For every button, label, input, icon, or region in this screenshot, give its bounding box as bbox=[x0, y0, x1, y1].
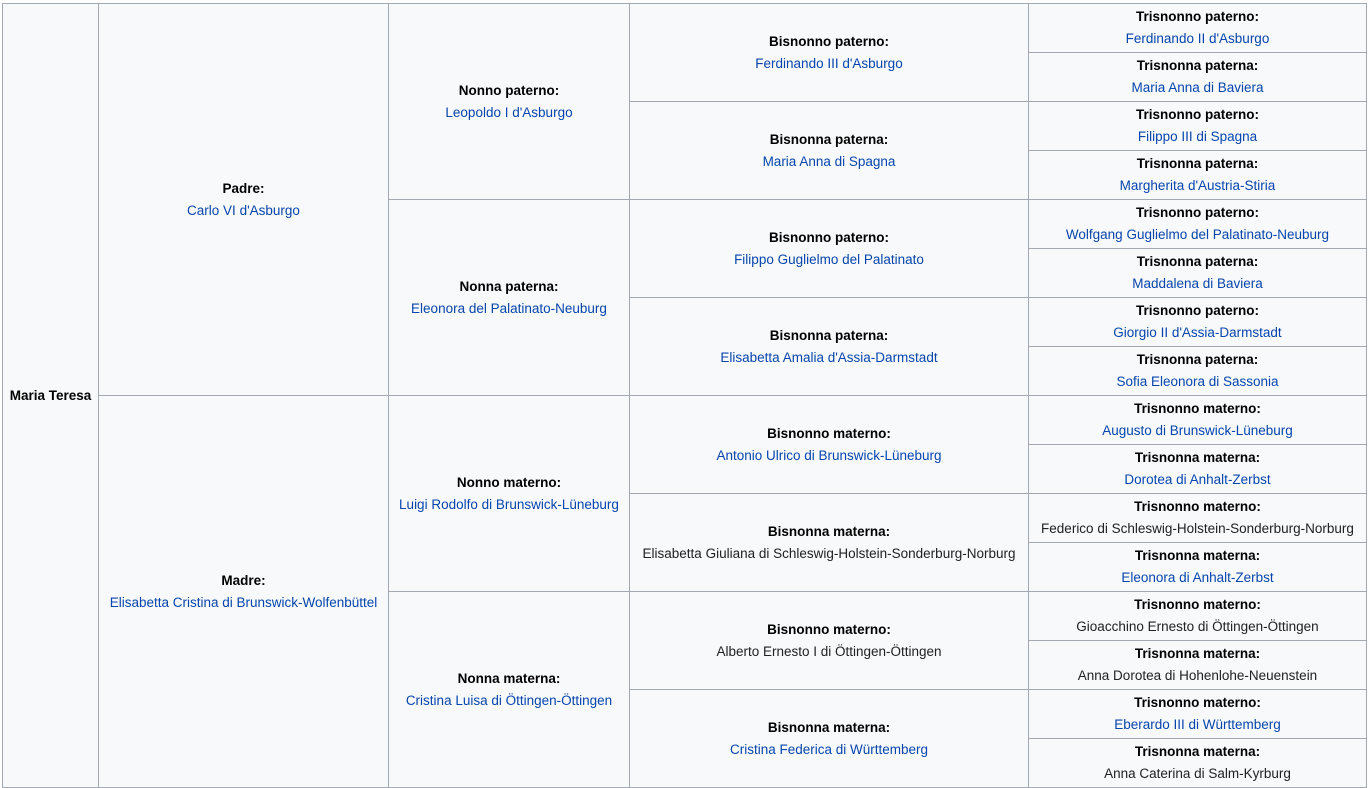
great-great-grandparent-cell bbox=[1029, 641, 1367, 690]
great-great-grandparent-cell bbox=[1029, 739, 1367, 788]
great-grandparent-name-link[interactable]: Filippo Guglielmo del Palatinato bbox=[734, 251, 924, 267]
great-grandparent-relation-label: Bisnonno materno: bbox=[767, 621, 891, 637]
great-great-grandparent-cell bbox=[1029, 690, 1367, 739]
great-grandparent-name-link[interactable]: Ferdinando III d'Asburgo bbox=[755, 55, 903, 71]
great-great-grandparent-name-link[interactable]: Filippo III di Spagna bbox=[1137, 129, 1258, 144]
great-great-grandparent-name: Anna Caterina di Salm-Kyrburg bbox=[1104, 766, 1291, 781]
great-grandparent-cell bbox=[630, 592, 1029, 690]
pedigree-body bbox=[3, 4, 1367, 788]
great-great-grandparent-relation-label: Trisnonno materno: bbox=[1134, 499, 1261, 514]
great-grandparent-name: Alberto Ernesto I di Öttingen-Öttingen bbox=[716, 643, 942, 659]
grandparent-relation-label: Nonno materno: bbox=[456, 474, 562, 490]
great-great-grandparent-name-link[interactable]: Dorotea di Anhalt-Zerbst bbox=[1124, 472, 1271, 487]
great-great-grandparent-relation-label: Trisnonna paterna: bbox=[1136, 254, 1259, 269]
great-great-grandparent-relation-label: Trisnonna paterna: bbox=[1136, 156, 1259, 171]
great-great-grandparent-name-link[interactable]: Margherita d'Austria-Stiria bbox=[1119, 178, 1276, 193]
parent-relation-label: Padre: bbox=[222, 180, 265, 196]
grandparent-cell bbox=[389, 396, 630, 592]
great-great-grandparent-relation-label: Trisnonno materno: bbox=[1134, 401, 1261, 416]
great-great-grandparent-relation-label: Trisnonna materna: bbox=[1134, 548, 1261, 563]
great-great-grandparent-cell bbox=[1029, 102, 1367, 151]
great-grandparent-cell bbox=[630, 298, 1029, 396]
great-great-grandparent-cell bbox=[1029, 396, 1367, 445]
great-great-grandparent-relation-label: Trisnonna materna: bbox=[1134, 646, 1261, 661]
great-great-grandparent-name-link[interactable]: Maria Anna di Baviera bbox=[1131, 80, 1264, 95]
great-grandparent-cell bbox=[630, 4, 1029, 102]
great-great-grandparent-relation-label: Trisnonna materna: bbox=[1134, 450, 1261, 465]
great-great-grandparent-cell bbox=[1029, 592, 1367, 641]
great-grandparent-cell bbox=[630, 102, 1029, 200]
parent-cell bbox=[99, 4, 389, 396]
great-grandparent-relation-label: Bisnonna paterna: bbox=[769, 131, 889, 147]
great-grandparent-relation-label: Bisnonno paterno: bbox=[769, 33, 889, 49]
great-great-grandparent-cell bbox=[1029, 494, 1367, 543]
subject-name: Maria Teresa bbox=[9, 388, 92, 403]
great-great-grandparent-name-link[interactable]: Ferdinando II d'Asburgo bbox=[1125, 31, 1270, 46]
great-great-grandparent-cell bbox=[1029, 4, 1367, 53]
great-great-grandparent-relation-label: Trisnonna materna: bbox=[1134, 744, 1261, 759]
great-grandparent-relation-label: Bisnonna materna: bbox=[767, 523, 891, 539]
great-great-grandparent-relation-label: Trisnonno paterno: bbox=[1136, 9, 1259, 24]
great-great-grandparent-cell bbox=[1029, 53, 1367, 102]
grandparent-relation-label: Nonno paterno: bbox=[458, 82, 560, 98]
great-grandparent-name-link[interactable]: Maria Anna di Spagna bbox=[762, 153, 896, 169]
great-grandparent-relation-label: Bisnonno paterno: bbox=[769, 229, 889, 245]
great-great-grandparent-name: Gioacchino Ernesto di Öttingen-Öttingen bbox=[1076, 619, 1319, 634]
great-grandparent-name-link[interactable]: Antonio Ulrico di Brunswick-Lüneburg bbox=[716, 447, 942, 463]
pedigree-table bbox=[2, 3, 1367, 788]
great-great-grandparent-relation-label: Trisnonno paterno: bbox=[1136, 205, 1259, 220]
great-grandparent-cell bbox=[630, 200, 1029, 298]
parent-relation-label: Madre: bbox=[221, 572, 266, 588]
great-great-grandparent-cell bbox=[1029, 445, 1367, 494]
parent-cell bbox=[99, 396, 389, 788]
grandparent-name-link[interactable]: Eleonora del Palatinato-Neuburg bbox=[411, 300, 607, 316]
grandparent-relation-label: Nonna materna: bbox=[457, 670, 561, 686]
great-great-grandparent-name: Anna Dorotea di Hohenlohe-Neuenstein bbox=[1077, 668, 1318, 683]
great-great-grandparent-relation-label: Trisnonno materno: bbox=[1134, 695, 1261, 710]
great-great-grandparent-name-link[interactable]: Eleonora di Anhalt-Zerbst bbox=[1121, 570, 1274, 585]
grandparent-cell bbox=[389, 200, 630, 396]
parent-name-link[interactable]: Carlo VI d'Asburgo bbox=[187, 202, 300, 218]
great-great-grandparent-name-link[interactable]: Wolfgang Guglielmo del Palatinato-Neuburg bbox=[1065, 227, 1330, 242]
great-grandparent-cell bbox=[630, 494, 1029, 592]
parent-name-link[interactable]: Elisabetta Cristina di Brunswick-Wolfenbüttel bbox=[109, 594, 378, 610]
great-great-grandparent-relation-label: Trisnonno paterno: bbox=[1136, 303, 1259, 318]
great-grandparent-name: Elisabetta Giuliana di Schleswig-Holstein-Sonderburg-Norburg bbox=[642, 545, 1016, 561]
pedigree-row bbox=[3, 4, 1367, 53]
grandparent-name-link[interactable]: Leopoldo I d'Asburgo bbox=[445, 104, 573, 120]
great-grandparent-relation-label: Bisnonna materna: bbox=[767, 719, 891, 735]
grandparent-name-link[interactable]: Luigi Rodolfo di Brunswick-Lüneburg bbox=[399, 496, 619, 512]
great-great-grandparent-name-link[interactable]: Giorgio II d'Assia-Darmstadt bbox=[1113, 325, 1282, 340]
great-great-grandparent-relation-label: Trisnonno materno: bbox=[1134, 597, 1261, 612]
great-great-grandparent-name: Federico di Schleswig-Holstein-Sonderburg-Norburg bbox=[1041, 521, 1354, 536]
grandparent-cell bbox=[389, 4, 630, 200]
subject-cell bbox=[3, 4, 99, 788]
great-great-grandparent-name-link[interactable]: Sofia Eleonora di Sassonia bbox=[1116, 374, 1279, 389]
great-great-grandparent-relation-label: Trisnonno paterno: bbox=[1136, 107, 1259, 122]
great-great-grandparent-cell bbox=[1029, 249, 1367, 298]
great-grandparent-relation-label: Bisnonna paterna: bbox=[769, 327, 889, 343]
great-grandparent-relation-label: Bisnonno materno: bbox=[767, 425, 891, 441]
great-great-grandparent-name-link[interactable]: Maddalena di Baviera bbox=[1132, 276, 1263, 291]
great-grandparent-cell bbox=[630, 690, 1029, 788]
great-great-grandparent-name-link[interactable]: Eberardo III di Württemberg bbox=[1114, 717, 1281, 732]
great-grandparent-name-link[interactable]: Cristina Federica di Württemberg bbox=[729, 741, 929, 757]
great-great-grandparent-cell bbox=[1029, 200, 1367, 249]
grandparent-name-link[interactable]: Cristina Luisa di Öttingen-Öttingen bbox=[405, 692, 613, 708]
great-great-grandparent-relation-label: Trisnonna paterna: bbox=[1136, 58, 1259, 73]
grandparent-cell bbox=[389, 592, 630, 788]
great-great-grandparent-cell bbox=[1029, 151, 1367, 200]
great-great-grandparent-cell bbox=[1029, 298, 1367, 347]
grandparent-relation-label: Nonna paterna: bbox=[459, 278, 559, 294]
great-great-grandparent-cell bbox=[1029, 347, 1367, 396]
great-great-grandparent-relation-label: Trisnonna paterna: bbox=[1136, 352, 1259, 367]
great-great-grandparent-name-link[interactable]: Augusto di Brunswick-Lüneburg bbox=[1102, 423, 1293, 438]
pedigree-row bbox=[3, 396, 1367, 445]
great-great-grandparent-cell bbox=[1029, 543, 1367, 592]
great-grandparent-name-link[interactable]: Elisabetta Amalia d'Assia-Darmstadt bbox=[720, 349, 938, 365]
great-grandparent-cell bbox=[630, 396, 1029, 494]
